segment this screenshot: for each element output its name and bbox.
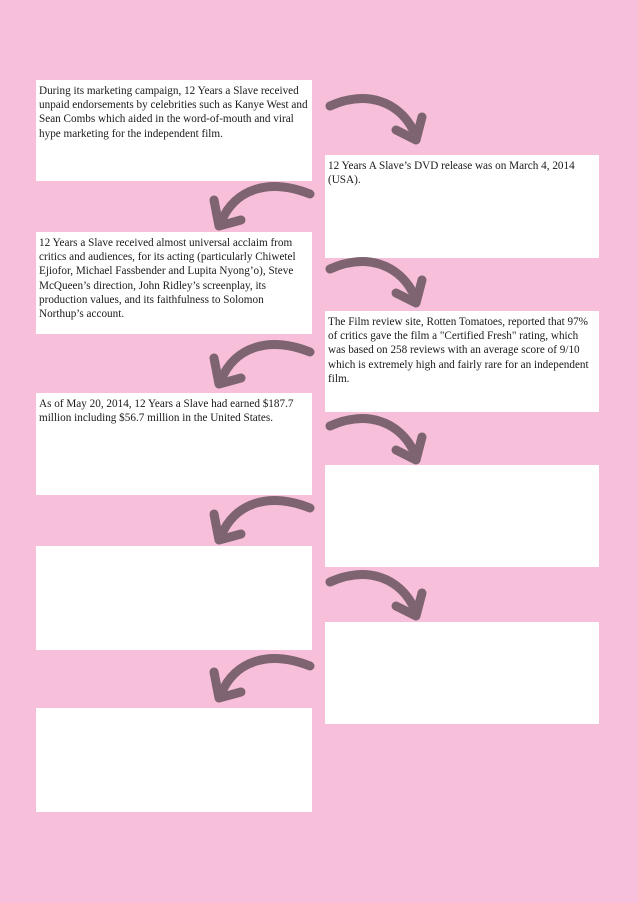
- marketing-text-box: [36, 80, 312, 181]
- empty-text-box: [36, 708, 312, 812]
- empty-text-box: [325, 622, 599, 724]
- marketing-text: During its marketing campaign, 12 Years a Slave received unpaid endorsements by celebrities such as Kanye West and Sean Combs which aided in the word-of-mouth and viral hype marketing for the independent film.: [39, 85, 308, 140]
- box-office-text: As of May 20, 2014, 12 Years a Slave had earned $187.7 million including $56.7 million in the United States.: [39, 398, 294, 425]
- curved-arrow-left-icon: [205, 336, 320, 394]
- acclaim-text: 12 Years a Slave received almost universal acclaim from critics and audiences, for its acting (particularly Chiwetel Ejiofor, Michael Fassbender and Lupita Nyong’o), Steve McQueen’s direction, John Ridley’s screenplay, its production values, and its faithfulness to Solomon Northup’s account.: [39, 237, 296, 321]
- curved-arrow-left-icon: [205, 650, 320, 708]
- curved-arrow-right-icon: [320, 255, 430, 313]
- empty-text-box: [325, 465, 599, 567]
- curved-arrow-right-icon: [320, 412, 430, 470]
- box-office-text-box: [36, 393, 312, 495]
- curved-arrow-right-icon: [320, 568, 430, 626]
- rotten-tomatoes-text: The Film review site, Rotten Tomatoes, reported that 97% of critics gave the film a "Certified Fresh" rating, which was based on 258 reviews with an average score of 9/10 which is extremely high and fairly rare for an independent film.: [328, 316, 589, 385]
- dvd-release-text-box: [325, 155, 599, 258]
- curved-arrow-right-icon: [320, 92, 430, 150]
- empty-text-box: [36, 546, 312, 650]
- curved-arrow-left-icon: [205, 492, 320, 550]
- curved-arrow-left-icon: [205, 178, 320, 236]
- dvd-release-text: 12 Years A Slave’s DVD release was on March 4, 2014 (USA).: [328, 160, 575, 187]
- rotten-tomatoes-text-box: [325, 311, 599, 412]
- acclaim-text-box: [36, 232, 312, 334]
